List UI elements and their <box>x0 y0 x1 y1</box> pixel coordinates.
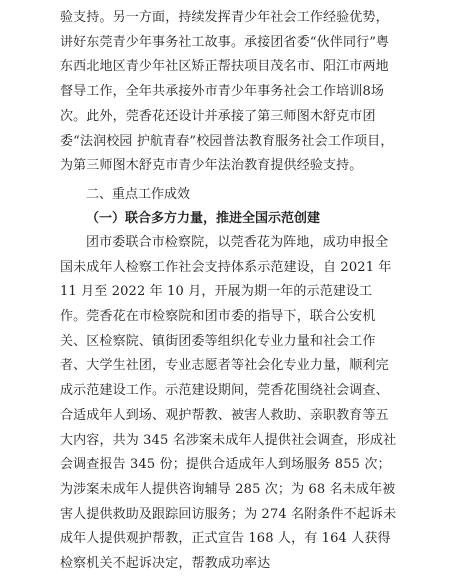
body-paragraph-2: 团市委联合市检察院，以莞香花为阵地，成功申报全国未成年人检察工作社会支持体系示范建设，自 2021 年 11 月至 2022 年 10 月，开展为期一年的示范建设工作。莞香花在市检察院和团市委的指导下，联合公安机关、区检察院、镇街团委等组织化专业力量和社会工作者、大学生社团，专业志愿者等社会化专业力量，顺利完成示范建设工作。示范建设期间，莞香花围绕社会调查、合适成年人到场、观护帮教、被害人救助、亲职教育等五大内容，共为 345 名涉案未成年人提供社会调查，形成社会调查报告 345 份；提供合适成年人到场服务 855 次；为涉案未成年人提供咨询辅导 285 次；为 68 名未成年被害人提供救助及跟踪回访服务；为 274 名附条件不起诉未成年人提供观护帮教，正式宣告 168 人，有 164 人获得检察机关不起诉决定，帮教成功率达 <box>60 234 397 572</box>
section-heading: 二、重点工作成效 <box>86 186 191 202</box>
body-paragraph: 验支持。另一方面，持续发挥青少年社会工作经验优势，讲好东莞青少年事务社工故事。承接团省委“伙伴同行”粤东西北地区青少年社区矫正帮扶项目茂名市、阳江市两地督导工作，全年共承接外市青少年事务社会工作培训8场次。此外，莞香花还设计并承接了第三师图木舒克市团委“法润校园 护航青春”校园普法教育服务社会工作项目，为第三师图木舒克市青少年法治教育提供经验支持。 <box>60 10 394 174</box>
subsection-heading: （一）联合多方力量，推进全国示范创建 <box>86 210 321 226</box>
